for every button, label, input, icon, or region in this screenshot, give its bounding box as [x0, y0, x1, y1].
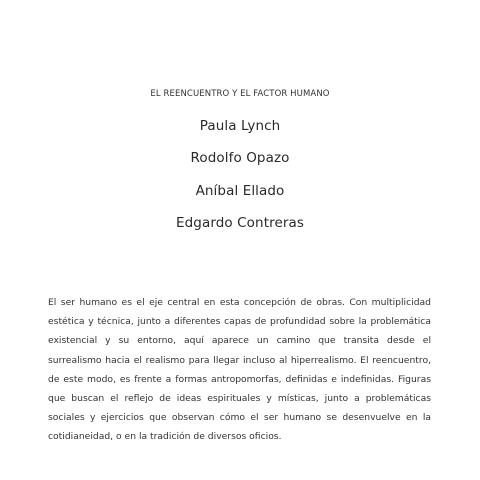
artist-name-rodolfo-opazo: Rodolfo Opazo: [190, 150, 290, 166]
exhibition-title: EL REENCUENTRO Y EL FACTOR HUMANO: [150, 89, 330, 99]
exhibition-description: El ser humano es el eje central en esta concepción de obras. Con multiplicidad estética y técnica, junto a diferentes capas de profundidad sobre la problemática existencial y su entorno, aquí aparece un camino que transita desde el surrealismo hacia el realismo para llegar incluso al hiperrealismo. El reencuentro, de este modo, es frente a formas antropomorfas, definidas e indefinidas. Figuras que buscan el reflejo de ideas espirituales y místicas, junto a problemáticas sociales y ejercicios que observan cómo el ser humano se desenvuelve en la cotidianeidad, o en la tradición de diversos oficios.: [48, 297, 431, 443]
artist-name-anibal-ellado: Aníbal Ellado: [195, 183, 285, 199]
artist-name-paula-lynch: Paula Lynch: [199, 118, 281, 134]
artist-name-edgardo-contreras: Edgardo Contreras: [175, 215, 305, 231]
